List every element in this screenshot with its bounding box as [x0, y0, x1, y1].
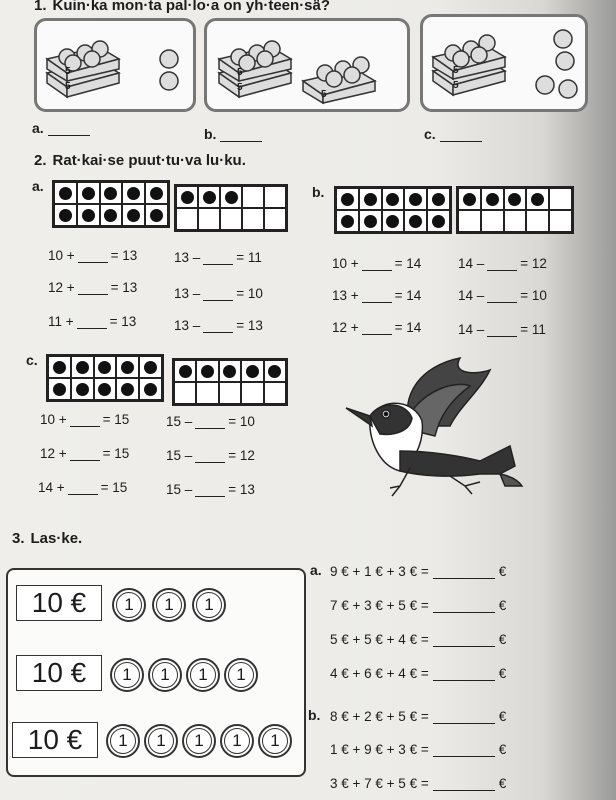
ten-frame-cell: [382, 210, 405, 232]
ten-frame-cell: [71, 356, 94, 378]
ten-frame-cell: [242, 208, 264, 230]
ten-frame-cell: [242, 186, 264, 208]
equation: [332, 288, 421, 303]
eq-blank[interactable]: [70, 414, 100, 427]
ten-frame-cell: [71, 378, 94, 400]
sum-line: [330, 776, 506, 791]
ten-frame-cell: [549, 210, 572, 232]
ball-trays-a: [37, 21, 193, 109]
counter-dot: [531, 193, 544, 206]
ten-frame-cell: [359, 210, 382, 232]
counter-dot: [82, 209, 95, 222]
counter-dot: [508, 193, 521, 206]
ten-frame-cell: [145, 182, 168, 204]
sum-expression: 7 € + 3 € + 5 € =: [330, 598, 429, 613]
ten-frame-cell: [526, 188, 549, 210]
tray-label: 5: [65, 66, 71, 77]
counter-dot: [341, 215, 354, 228]
ten-frame-cell: [427, 188, 450, 210]
eq-blank[interactable]: [70, 448, 100, 461]
ten-frame-cell: [116, 378, 139, 400]
counter-dot: [432, 193, 445, 206]
eq-left: 13 +: [332, 288, 359, 303]
equation: [458, 256, 547, 271]
eq-left: 11 +: [48, 314, 74, 329]
ten-frame-cell: [174, 382, 196, 404]
ten-frame-cell: [241, 360, 263, 382]
counter-dot: [432, 215, 445, 228]
eq-left: 15 –: [166, 482, 193, 497]
ten-frame-cell: [264, 186, 286, 208]
coin-1-euro: 1: [112, 588, 146, 622]
eq-blank[interactable]: [362, 290, 392, 303]
counter-dot: [201, 365, 214, 378]
ten-frame-c-1: [46, 354, 164, 402]
section-1-title: Kuin·ka mon·ta pal·lo·a on yh·teen·sä?: [52, 0, 331, 14]
sum-blank[interactable]: [433, 634, 495, 647]
counter-dot: [127, 209, 140, 222]
ten-frame-cell: [264, 382, 286, 404]
counter-dot: [364, 193, 377, 206]
eq-left: 13 –: [174, 286, 201, 301]
tray-label: 5: [65, 81, 71, 92]
euro-sign: €: [498, 742, 507, 757]
ten-frame-a-2: [174, 184, 288, 232]
equation: [48, 280, 137, 295]
equation: [174, 318, 263, 333]
counter-dot: [409, 215, 422, 228]
eq-right: = 10: [228, 414, 255, 429]
ten-frame-cell: [100, 204, 123, 226]
banknote-10-euro: 10 €: [12, 722, 98, 758]
ten-frame-cell: [198, 186, 220, 208]
eq-right: = 14: [394, 256, 422, 271]
ten-frame-cell: [427, 210, 450, 232]
sum-line: [330, 598, 506, 613]
eq-blank[interactable]: [203, 320, 233, 333]
part-c-label: c.: [26, 352, 38, 368]
eq-blank[interactable]: [487, 290, 517, 303]
section-1-number: 1.: [34, 0, 47, 14]
ten-frame-cell: [77, 204, 100, 226]
eq-left: 12 +: [332, 320, 359, 335]
ten-frame-cell: [196, 360, 218, 382]
ten-frame-cell: [54, 204, 77, 226]
eq-blank[interactable]: [195, 450, 225, 463]
eq-right: = 13: [110, 248, 138, 263]
answer-b-label: b.: [204, 126, 217, 142]
equation: [458, 288, 547, 303]
ten-frame-cell: [219, 360, 241, 382]
ten-frame-cell: [458, 188, 481, 210]
sum-blank[interactable]: [433, 600, 495, 613]
sum-blank[interactable]: [433, 711, 495, 724]
counter-dot: [144, 383, 157, 396]
eq-right: = 15: [102, 412, 130, 427]
tray-label: 5: [237, 67, 243, 78]
coin-1-euro: 1: [106, 724, 140, 758]
ten-frame-cell: [220, 208, 242, 230]
counter-dot: [76, 361, 89, 374]
part-a-label: a.: [32, 178, 44, 194]
ten-frame-cell: [549, 188, 572, 210]
ten-frame-cell: [458, 210, 481, 232]
eq-right: = 10: [236, 286, 263, 301]
ten-frame-cell: [220, 186, 242, 208]
eq-left: 14 –: [458, 322, 485, 337]
eq-left: 14 –: [458, 288, 485, 303]
ten-frame-cell: [481, 210, 504, 232]
part-3a-label: a.: [310, 562, 322, 578]
answer-a-label: a.: [32, 120, 44, 136]
coin-1-euro: 1: [186, 658, 220, 692]
eq-left: 13 –: [174, 250, 201, 265]
eq-blank[interactable]: [68, 482, 98, 495]
ten-frame-cell: [139, 378, 162, 400]
tray-label: 5: [453, 80, 459, 91]
counter-dot: [225, 191, 238, 204]
ten-frame-cell: [94, 378, 117, 400]
ten-frame-cell: [48, 356, 71, 378]
euro-sign: €: [498, 709, 507, 724]
ten-frame-cell: [116, 356, 139, 378]
ten-frame-cell: [100, 182, 123, 204]
ten-frame-cell: [264, 208, 286, 230]
counter-dot: [364, 215, 377, 228]
coin-1-euro: 1: [258, 724, 292, 758]
counter-dot: [144, 361, 157, 374]
ten-frame-cell: [359, 188, 382, 210]
ten-frame-cell: [504, 210, 527, 232]
ten-frame-cell: [176, 208, 198, 230]
ten-frame-cell: [48, 378, 71, 400]
ten-frame-cell: [481, 188, 504, 210]
euro-sign: €: [498, 776, 507, 791]
counter-dot: [53, 361, 66, 374]
counter-dot: [53, 383, 66, 396]
counter-dot: [82, 187, 95, 200]
ten-frame-b-1: [334, 186, 452, 234]
tray-label: 5: [237, 82, 243, 93]
sum-blank[interactable]: [433, 566, 495, 579]
ten-frame-b-2: [456, 186, 574, 234]
counter-dot: [409, 193, 422, 206]
eq-blank[interactable]: [77, 316, 107, 329]
section-1-heading: [34, 0, 330, 14]
euro-sign: €: [498, 632, 507, 647]
part-3b-label: b.: [308, 707, 321, 723]
ten-frame-cell: [198, 208, 220, 230]
ten-frame-cell: [122, 182, 145, 204]
eq-right: = 15: [100, 480, 128, 495]
counter-dot: [59, 187, 72, 200]
answer-c-blank[interactable]: [440, 127, 482, 142]
counter-dot: [98, 383, 111, 396]
part-b-label: b.: [312, 184, 325, 200]
eq-left: 12 +: [40, 446, 67, 461]
equation: [458, 322, 546, 337]
equation: [332, 256, 421, 271]
counter-dot: [386, 215, 399, 228]
ten-frame-cell: [54, 182, 77, 204]
euro-sign: €: [498, 564, 507, 579]
counter-dot: [268, 365, 281, 378]
equation: [174, 250, 262, 265]
ten-frame-cell: [196, 382, 218, 404]
counter-dot: [59, 209, 72, 222]
eq-right: = 11: [520, 322, 546, 337]
tray-label: 5: [321, 89, 327, 100]
equation: [40, 446, 129, 461]
coin-1-euro: 1: [144, 724, 178, 758]
section-3-number: 3.: [12, 530, 25, 547]
counter-dot: [179, 365, 192, 378]
coin-1-euro: 1: [182, 724, 216, 758]
sum-line: [330, 666, 506, 681]
banknote-10-euro: 10 €: [16, 655, 102, 691]
equation: [40, 412, 129, 427]
sum-line: [330, 632, 506, 647]
counter-dot: [121, 361, 134, 374]
eq-blank[interactable]: [203, 252, 233, 265]
eq-right: = 14: [394, 320, 422, 335]
counter-dot: [104, 209, 117, 222]
equation: [38, 480, 127, 495]
ten-frame-cell: [336, 188, 359, 210]
euro-sign: €: [498, 598, 507, 613]
ten-frame-cell: [336, 210, 359, 232]
eq-left: 10 +: [48, 248, 75, 263]
answer-b-blank[interactable]: [220, 127, 262, 142]
eq-right: = 14: [394, 288, 422, 303]
magpie-illustration: [340, 356, 530, 516]
answer-c: [424, 126, 482, 142]
equation: [166, 482, 255, 497]
sum-line: [330, 709, 506, 724]
eq-left: 15 –: [166, 448, 193, 463]
tray-label: 5: [453, 65, 459, 76]
ten-frame-cell: [139, 356, 162, 378]
eq-blank[interactable]: [487, 324, 517, 337]
eq-right: = 13: [110, 280, 138, 295]
eq-blank[interactable]: [362, 322, 392, 335]
counter-dot: [150, 209, 163, 222]
eq-right: = 12: [228, 448, 255, 463]
counter-dot: [181, 191, 194, 204]
eq-right: = 13: [228, 482, 255, 497]
euro-sign: €: [498, 666, 507, 681]
eq-blank[interactable]: [78, 282, 108, 295]
counter-dot: [76, 383, 89, 396]
eq-left: 13 –: [174, 318, 201, 333]
counter-dot: [223, 365, 236, 378]
eq-blank[interactable]: [203, 288, 233, 301]
eq-right: = 12: [520, 256, 547, 271]
picture-box-a: [34, 18, 196, 112]
ten-frame-cell: [174, 360, 196, 382]
picture-box-b: [204, 18, 410, 112]
sum-expression: 9 € + 1 € + 3 € =: [330, 564, 429, 579]
equation: [48, 248, 137, 263]
equation: [166, 414, 255, 429]
eq-right: = 13: [109, 314, 137, 329]
eq-blank[interactable]: [362, 258, 392, 271]
ten-frame-cell: [145, 204, 168, 226]
coin-1-euro: 1: [220, 724, 254, 758]
ten-frame-cell: [176, 186, 198, 208]
counter-dot: [386, 193, 399, 206]
ten-frame-cell: [504, 188, 527, 210]
eq-right: = 15: [102, 446, 130, 461]
ten-frame-cell: [77, 182, 100, 204]
equation: [332, 320, 421, 335]
counter-dot: [150, 187, 163, 200]
sum-blank[interactable]: [433, 778, 495, 791]
eq-blank[interactable]: [195, 416, 225, 429]
counter-dot: [104, 187, 117, 200]
sum-blank[interactable]: [433, 744, 495, 757]
eq-blank[interactable]: [195, 484, 225, 497]
ten-frame-c-2: [172, 358, 288, 406]
banknote-10-euro: 10 €: [16, 585, 102, 621]
ten-frame-cell: [122, 204, 145, 226]
eq-right: = 13: [236, 318, 263, 333]
coin-1-euro: 1: [192, 588, 226, 622]
eq-right: = 10: [520, 288, 547, 303]
ten-frame-cell: [219, 382, 241, 404]
ten-frame-cell: [264, 360, 286, 382]
counter-dot: [98, 361, 111, 374]
counter-dot: [463, 193, 476, 206]
eq-left: 10 +: [40, 412, 67, 427]
ball-trays-c: [423, 17, 585, 109]
eq-right: = 11: [236, 250, 262, 265]
coin-1-euro: 1: [224, 658, 258, 692]
section-2-title: Rat·kai·se puut·tu·va lu·ku.: [52, 152, 246, 169]
sum-line: [330, 742, 506, 757]
sum-expression: 5 € + 5 € + 4 € =: [330, 632, 429, 647]
coin-1-euro: 1: [148, 658, 182, 692]
eq-left: 15 –: [166, 414, 193, 429]
section-2-number: 2.: [34, 152, 47, 169]
eq-left: 14 +: [38, 480, 65, 495]
eq-left: 12 +: [48, 280, 75, 295]
eq-left: 14 –: [458, 256, 485, 271]
section-3-heading: [12, 530, 82, 547]
answer-c-label: c.: [424, 126, 436, 142]
sum-expression: 3 € + 7 € + 5 € =: [330, 776, 429, 791]
sum-expression: 4 € + 6 € + 4 € =: [330, 666, 429, 681]
answer-b: [204, 126, 262, 142]
section-2-heading: [34, 152, 246, 169]
coin-1-euro: 1: [110, 658, 144, 692]
ten-frame-cell: [526, 210, 549, 232]
counter-dot: [341, 193, 354, 206]
counter-dot: [203, 191, 216, 204]
equation: [48, 314, 136, 329]
sum-blank[interactable]: [433, 668, 495, 681]
eq-blank[interactable]: [487, 258, 517, 271]
ten-frame-cell: [94, 356, 117, 378]
ten-frame-cell: [241, 382, 263, 404]
eq-left: 10 +: [332, 256, 359, 271]
money-panel: [6, 568, 306, 777]
eq-blank[interactable]: [78, 250, 108, 263]
coin-1-euro: 1: [152, 588, 186, 622]
sum-expression: 8 € + 2 € + 5 € =: [330, 709, 429, 724]
ball-trays-b: [207, 21, 407, 109]
picture-box-c: [420, 14, 588, 112]
answer-a: [32, 120, 90, 136]
ten-frame-cell: [382, 188, 405, 210]
sum-expression: 1 € + 9 € + 3 € =: [330, 742, 429, 757]
equation: [166, 448, 255, 463]
section-3-title: Las·ke.: [30, 530, 83, 547]
ten-frame-a-1: [52, 180, 170, 228]
counter-dot: [246, 365, 259, 378]
equation: [174, 286, 263, 301]
answer-a-blank[interactable]: [48, 121, 90, 136]
ten-frame-cell: [404, 188, 427, 210]
counter-dot: [127, 187, 140, 200]
ten-frame-cell: [404, 210, 427, 232]
counter-dot: [121, 383, 134, 396]
counter-dot: [486, 193, 499, 206]
sum-line: [330, 564, 506, 579]
